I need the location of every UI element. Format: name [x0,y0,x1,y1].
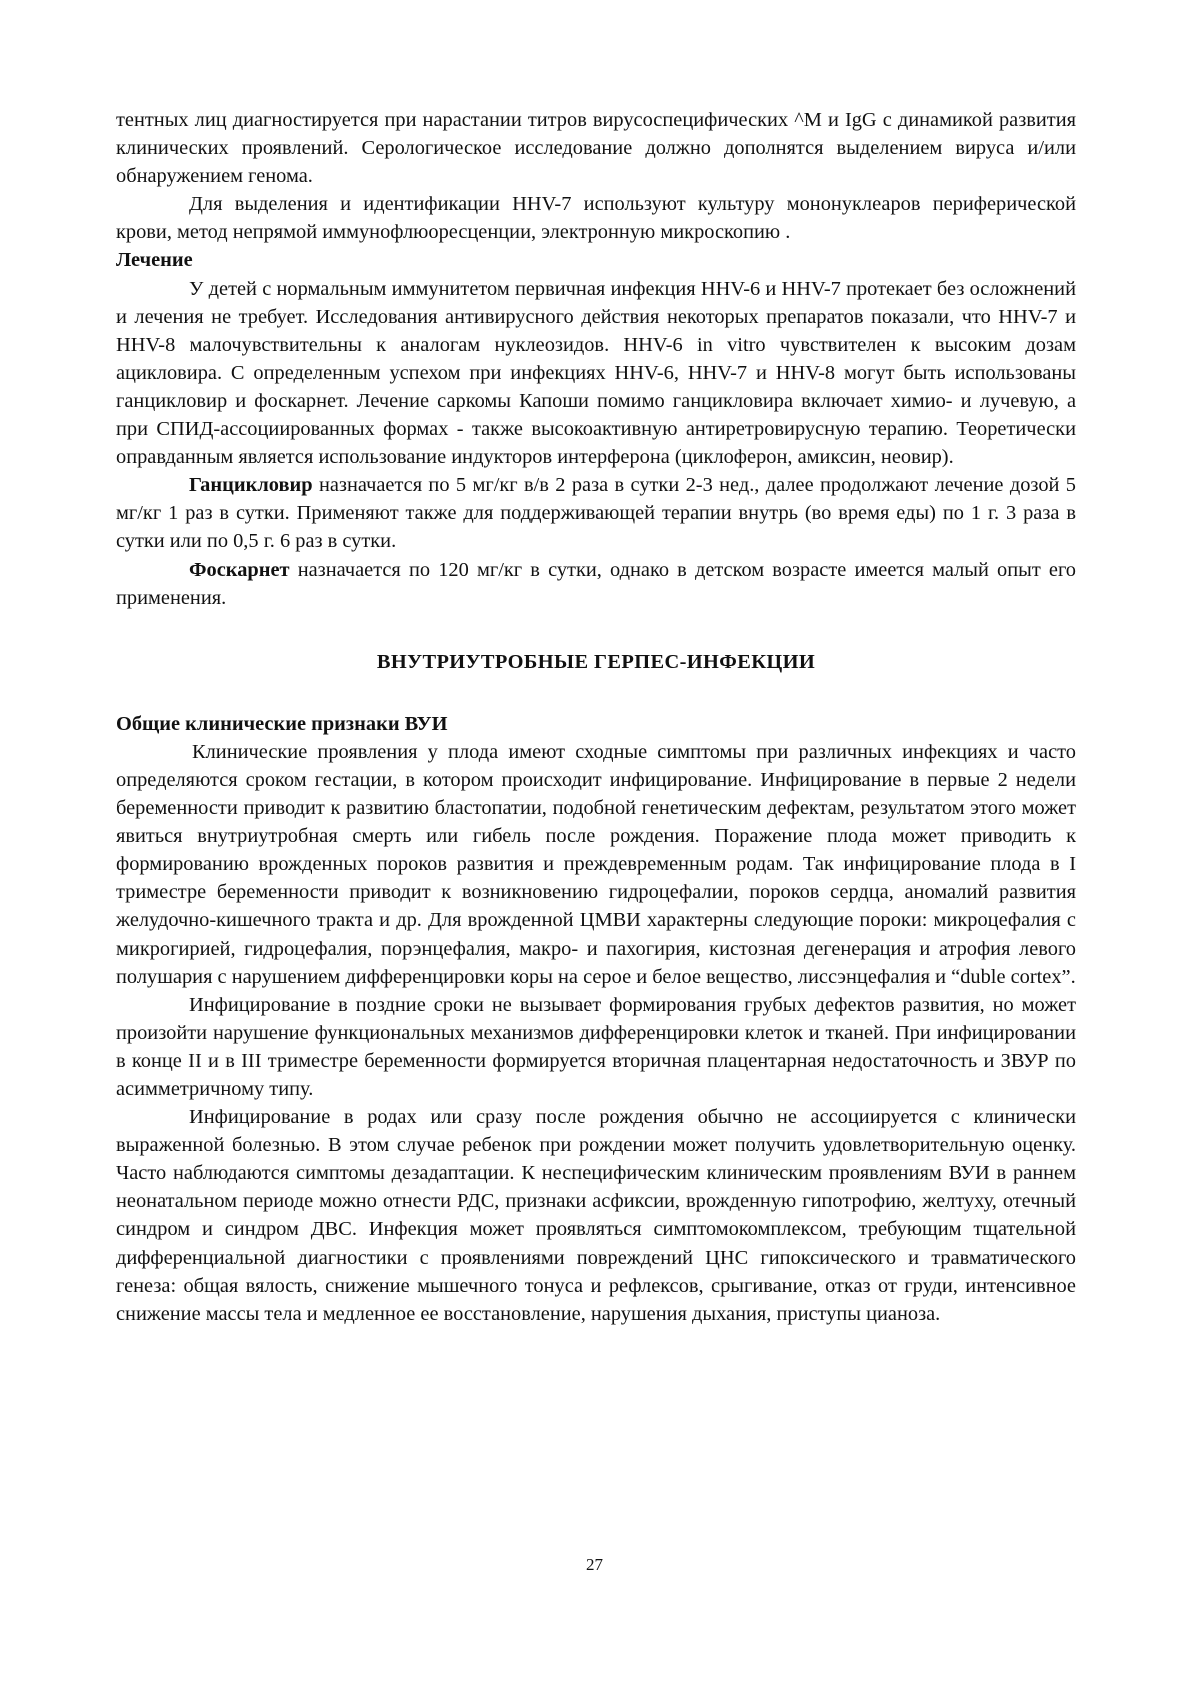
section-subheading: Общие клинические признаки ВУИ [116,712,448,735]
section-spacer [116,676,1076,710]
intro-paragraph-2: Для выделения и идентификации HHV-7 используют культуру мононуклеаров периферической крови, метод непрямой иммунофлюоресценции, электронную микроскопию . [116,193,1076,244]
page-number: 27 [586,1555,603,1574]
section-title: ВНУТРИУТРОБНЫЕ ГЕРПЕС-ИНФЕКЦИИ [376,650,816,673]
ganciclovir-text: назначается по 5 мг/кг в/в 2 раза в сутки 2-3 нед., далее продолжают лечение дозой 5 мг/кг 1 раз в сутки. Применяют также для поддерживающей терапии внутрь (во время еды) по 1 г. 3 раза в сутки или по 0,5 г. 6 раз в сутки. [116,474,1076,553]
page-body [116,106,1076,1328]
foscarnet-text: назначается по 120 мг/кг в сутки, однако в детском возрасте имеется малый опыт его применения. [116,558,1076,609]
section-paragraph-2: Инфицирование в поздние сроки не вызывает формирования грубых дефектов развития, но может произойти нарушение функциональных механизмов дифференцировки клеток и тканей. При инфицировании в конце II и в III триместре беременности формируется вторичная плацентарная недостаточность и ЗВУР по асимметричному типу. [116,993,1076,1100]
ganciclovir-paragraph [116,471,1076,555]
treatment-heading: Лечение [116,249,193,272]
foscarnet-term: Фоскарнет [189,558,290,581]
intro-paragraph-1: тентных лиц диагностируется при нарастании титров вирусоспецифических ^M и IgG с динамикой развития клинических проявлений. Серологическое исследование должно дополнятся выделением вируса и/или обнаружением генома. [116,109,1076,188]
section-paragraph-3: Инфицирование в родах или сразу после рождения обычно не ассоциируется с клинически выраженной болезнью. В этом случае ребенок при рождении может получить удовлетворительную оценку. Часто наблюдаются симптомы дезадаптации. К неспецифическим клиническим проявлениям ВУИ в раннем неонатальном периоде можно отнести РДС, признаки асфиксии, врожденную гипотрофию, желтуху, отечный синдром и синдром ДВС. Инфекция может проявляться симптомокомплексом, требующим тщательной дифференциальной диагностики с проявлениями повреждений ЦНС гипоксического и травматического генеза: общая вялость, снижение мышечного тонуса и рефлексов, срыгивание, отказ от груди, интенсивное снижение массы тела и медленное ее восстановление, нарушения дыхания, приступы цианоза. [116,1106,1076,1325]
treatment-paragraph-1: У детей с нормальным иммунитетом первичная инфекция HHV-6 и HHV-7 протекает без осложнений и лечения не требует. Исследования антивирусного действия некоторых препаратов показали, что HHV-7 и HHV-8 малочувствительны к аналогам нуклеозидов. HHV-6 in vitro чувствителен к высоким дозам ацикловира. С определенным успехом при инфекциях HHV-6, HHV-7 и HHV-8 могут быть использованы ганцикловир и фоскарнет. Лечение саркомы Капоши помимо ганцикловира включает химио- и лучевую, а при СПИД-ассоциированных формах - также высокоактивную антиретровирусную терапию. Теоретически оправданным является использование индукторов интерферона (циклоферон, амиксин, неовир). [116,277,1076,469]
foscarnet-paragraph [116,556,1076,612]
section-paragraph-1: Клинические проявления у плода имеют сходные симптомы при различных инфекциях и часто определяются сроком гестации, в котором происходит инфицирование. Инфицирование в первые 2 недели беременности приводит к развитию бластопатии, подобной генетическим дефектам, результатом этого может явиться внутриутробная смерть или гибель после рождения. Поражение плода может приводить к формированию врожденных пороков развития и преждевременным родам. Так инфицирование плода в I триместре беременности приводит к возникновению гидроцефалии, пороков сердца, аномалий развития желудочно-кишечного тракта и др. Для врожденной ЦМВИ характерны следующие пороки: микроцефалия с микрогирией, гидроцефалия, порэнцефалия, макро- и пахогирия, кистозная дегенерация и атрофия левого полушария с нарушением дифференцировки коры на серое и белое вещество, лиссэнцефалия и “duble cortex”. [116,740,1076,988]
ganciclovir-term: Ганцикловир [189,474,313,497]
